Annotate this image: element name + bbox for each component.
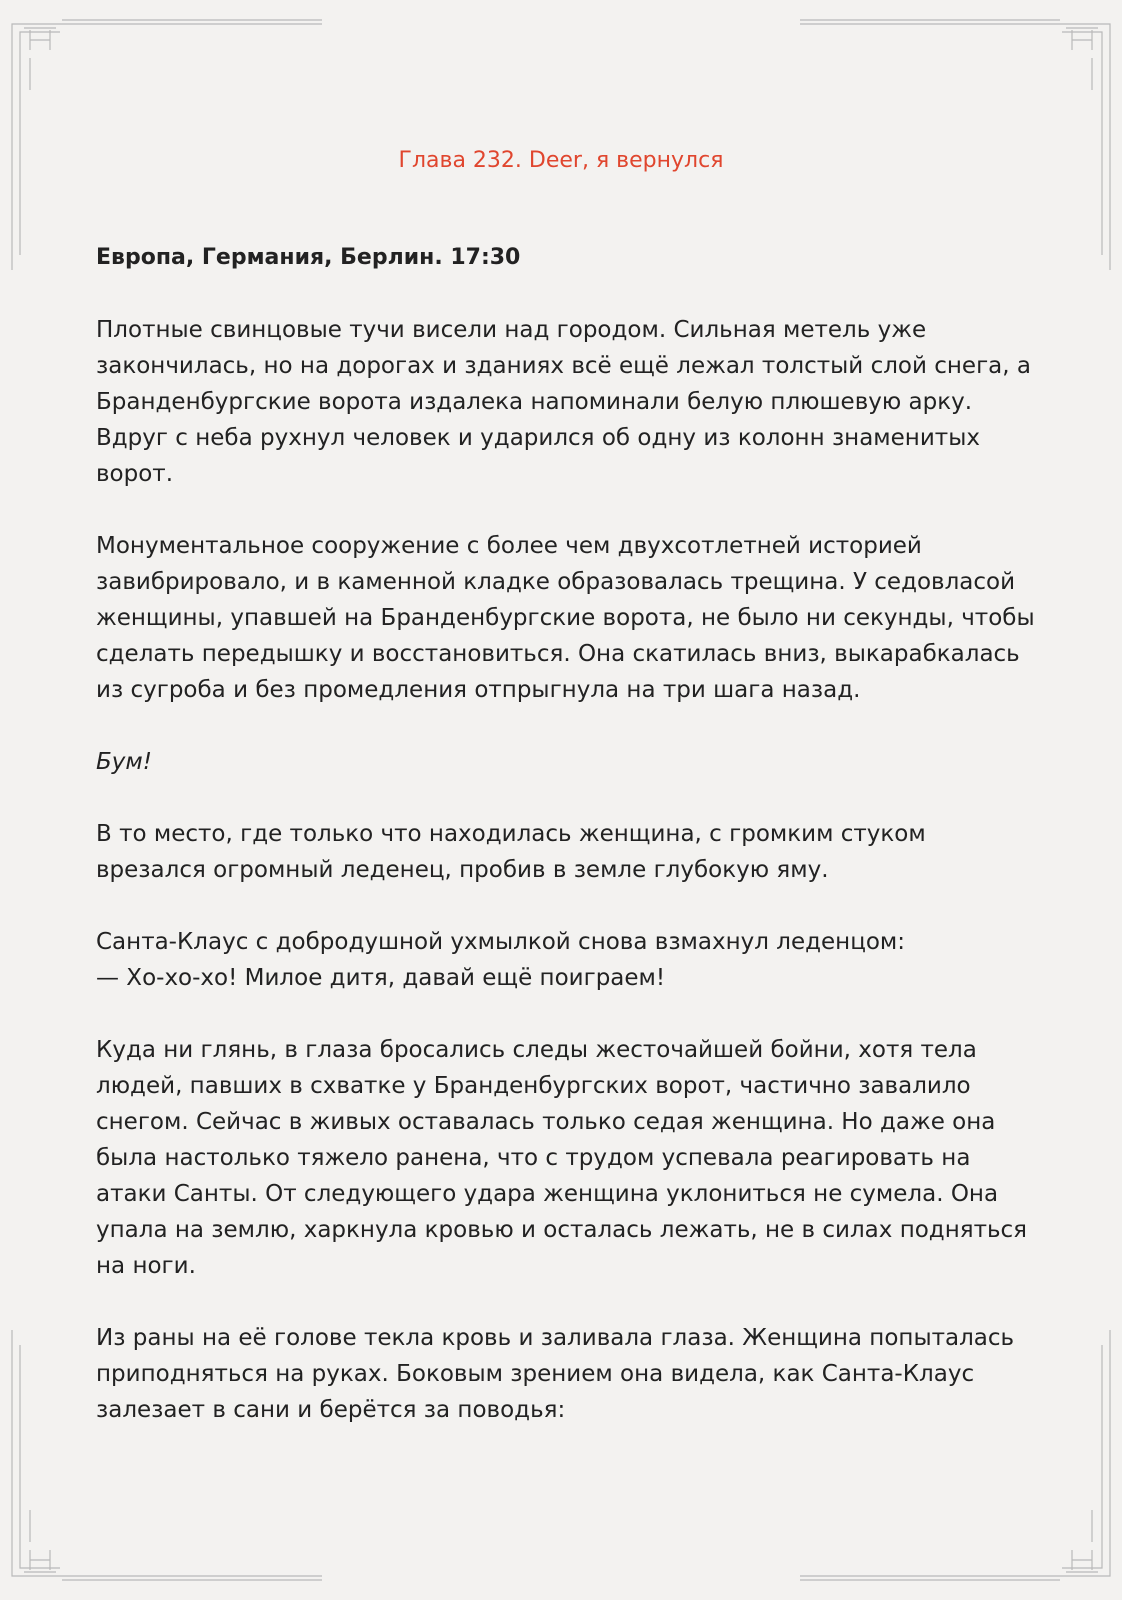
chapter-body [96,240,1036,1464]
corner-ornament-top-right [800,20,1110,270]
chapter-title: Глава 232. Deer, я вернулся [398,148,724,173]
sound-effect: Бум! [96,749,152,775]
paragraph-5 [96,924,1036,996]
paragraph-6: Куда ни глянь, в глаза бросались следы жесточайшей бойни, хотя тела людей, павших в схватке у Бранденбургских ворот, частично завалило снегом. Сейчас в живых оставалась только седая женщина. Но даже она была настолько тяжело ранена, что с трудом успевала реагировать на атаки Санты. От следующего удара женщина уклониться не сумела. Она упала на землю, харкнула кровью и осталась лежать, не в силах подняться на ноги. [96,1037,1028,1279]
dialogue-line: — Хо-хо-хо! Милое дитя, давай ещё поиграем! [96,965,666,991]
corner-ornament-top-left [12,20,322,270]
narration-line: Санта-Клаус с добродушной ухмылкой снова взмахнул леденцом: [96,929,906,955]
paragraph-7: Из раны на её голове текла кровь и заливала глаза. Женщина попыталась приподняться на руках. Боковым зрением она видела, как Санта-Клаус залезает в сани и берётся за поводья: [96,1325,1015,1423]
paragraph-2: Монументальное сооружение с более чем двухсотлетней историей завибрировало, и в каменной кладке образовалась трещина. У седовласой женщины, упавшей на Бранденбургские ворота, не было ни секунды, чтобы сделать передышку и восстановиться. Она скатилась вниз, выкарабкалась из сугроба и без промедления отпрыгнула на три шага назад. [96,533,1035,703]
paragraph-1: Плотные свинцовые тучи висели над городом. Сильная метель уже закончилась, но на дорогах и зданиях всё ещё лежал толстый слой снега, а Бранденбургские ворота издалека напоминали белую плюшевую арку. Вдруг с неба рухнул человек и ударился об одну из колонн знаменитых ворот. [96,317,1031,487]
paragraph-4: В то место, где только что находилась женщина, с громким стуком врезался огромный леденец, пробив в земле глубокую яму. [96,821,926,883]
location-heading: Европа, Германия, Берлин. 17:30 [96,245,521,270]
